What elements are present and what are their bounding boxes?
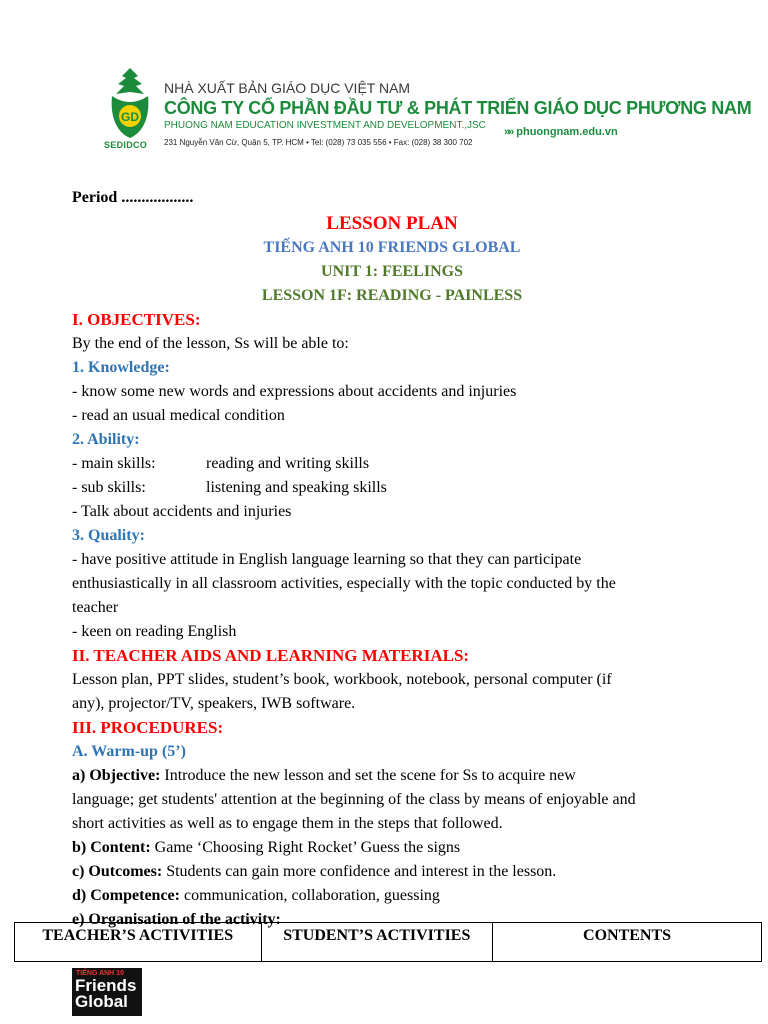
outcomes-line — [72, 860, 712, 884]
organisation-label: e) Organisation of the activity: — [72, 911, 281, 928]
ability-heading: 2. Ability: — [72, 431, 140, 448]
quality-line: enthusiastically in all classroom activities, especially with the topic conducted by the — [72, 575, 616, 592]
unit-title: UNIT 1: FEELINGS — [321, 263, 463, 280]
procedures-heading: III. PROCEDURES: — [72, 718, 224, 737]
friends-global-logo — [72, 968, 142, 1016]
lesson-plan-body — [72, 186, 712, 932]
content-line — [72, 836, 712, 860]
lesson-title: LESSON 1F: READING - PAINLESS — [261, 287, 523, 304]
objective-text: Introduce the new lesson and set the scene for Ss to acquire new — [160, 767, 576, 784]
objective-line: language; get students' attention at the beginning of the class by means of enjoyable and — [72, 791, 636, 808]
chevrons-icon: »» — [504, 126, 513, 138]
quality-line: teacher — [72, 599, 119, 616]
objectives-intro: By the end of the lesson, Ss will be able to: — [72, 335, 349, 352]
logo-monogram: GD — [121, 110, 139, 124]
competence-text: communication, collaboration, guessing — [179, 887, 440, 904]
teacher-activities-header: TEACHER’S ACTIVITIES — [15, 923, 262, 962]
materials-line: Lesson plan, PPT slides, student’s book, workbook, notebook, personal computer (if — [72, 671, 612, 688]
outcomes-text: Students can gain more confidence and interest in the lesson. — [162, 863, 557, 880]
main-skills-line — [72, 452, 712, 476]
objectives-heading: I. OBJECTIVES: — [72, 310, 201, 329]
sub-skills-label: - sub skills: — [72, 479, 146, 496]
outcomes-label: c) Outcomes: — [72, 863, 163, 880]
publisher-name: NHÀ XUẤT BẢN GIÁO DỤC VIỆT NAM — [164, 80, 411, 96]
sedidco-logo-text: SEDIDCO — [104, 140, 148, 150]
sedidco-logo-icon — [104, 66, 156, 146]
content-text: Game ‘Choosing Right Rocket’ Guess the signs — [150, 839, 461, 856]
knowledge-heading: 1. Knowledge: — [72, 359, 170, 376]
lesson-plan-title: LESSON PLAN — [326, 213, 458, 234]
competence-line — [72, 884, 712, 908]
ability-extra: - Talk about accidents and injuries — [72, 503, 292, 520]
main-skills-value: reading and writing skills — [206, 455, 370, 472]
company-name-en: PHUONG NAM EDUCATION INVESTMENT AND DEVELOPMENT.,JSC — [164, 120, 486, 131]
activities-table — [14, 922, 762, 962]
website-text: phuongnam.edu.vn — [516, 126, 618, 138]
objective-label: a) Objective: — [72, 767, 161, 784]
footer-logo-big — [75, 978, 136, 1010]
company-address: 231 Nguyễn Văn Cừ, Quận 5, TP. HCM • Tel: (028) 73 035 556 • Fax: (028) 38 300 702 — [164, 138, 473, 147]
materials-heading: II. TEACHER AIDS AND LEARNING MATERIALS: — [72, 646, 470, 665]
quality-heading: 3. Quality: — [72, 527, 145, 544]
contents-header: CONTENTS — [493, 923, 762, 962]
knowledge-item: - know some new words and expressions about accidents and injuries — [72, 383, 517, 400]
company-website — [504, 126, 618, 138]
footer-logo-small: TIẾNG ANH 10 — [76, 970, 124, 977]
publisher-header — [104, 66, 752, 156]
course-title: TIẾNG ANH 10 FRIENDS GLOBAL — [263, 239, 521, 256]
student-activities-header: STUDENT’S ACTIVITIES — [261, 923, 493, 962]
company-name-vi: CÔNG TY CỔ PHẦN ĐẦU TƯ & PHÁT TRIỂN GIÁO DỤC PHƯƠNG NAM — [164, 98, 752, 118]
sub-skills-line — [72, 476, 712, 500]
materials-line: any), projector/TV, speakers, IWB software. — [72, 695, 356, 712]
period-line: Period .................. — [72, 189, 194, 206]
quality-line: - have positive attitude in English language learning so that they can participate — [72, 551, 582, 568]
warmup-heading: A. Warm-up (5’) — [72, 743, 186, 760]
objective-line: short activities as well as to engage them in the steps that followed. — [72, 815, 503, 832]
content-label: b) Content: — [72, 839, 151, 856]
table-header-row — [15, 923, 762, 962]
sub-skills-value: listening and speaking skills — [206, 479, 387, 496]
knowledge-item: - read an usual medical condition — [72, 407, 285, 424]
quality-line: - keen on reading English — [72, 623, 237, 640]
footer-logo-line1: Friends — [75, 976, 137, 995]
main-skills-label: - main skills: — [72, 455, 156, 472]
footer-logo-line2: Global — [75, 992, 128, 1011]
objective-line — [72, 764, 712, 788]
competence-label: d) Competence: — [72, 887, 180, 904]
